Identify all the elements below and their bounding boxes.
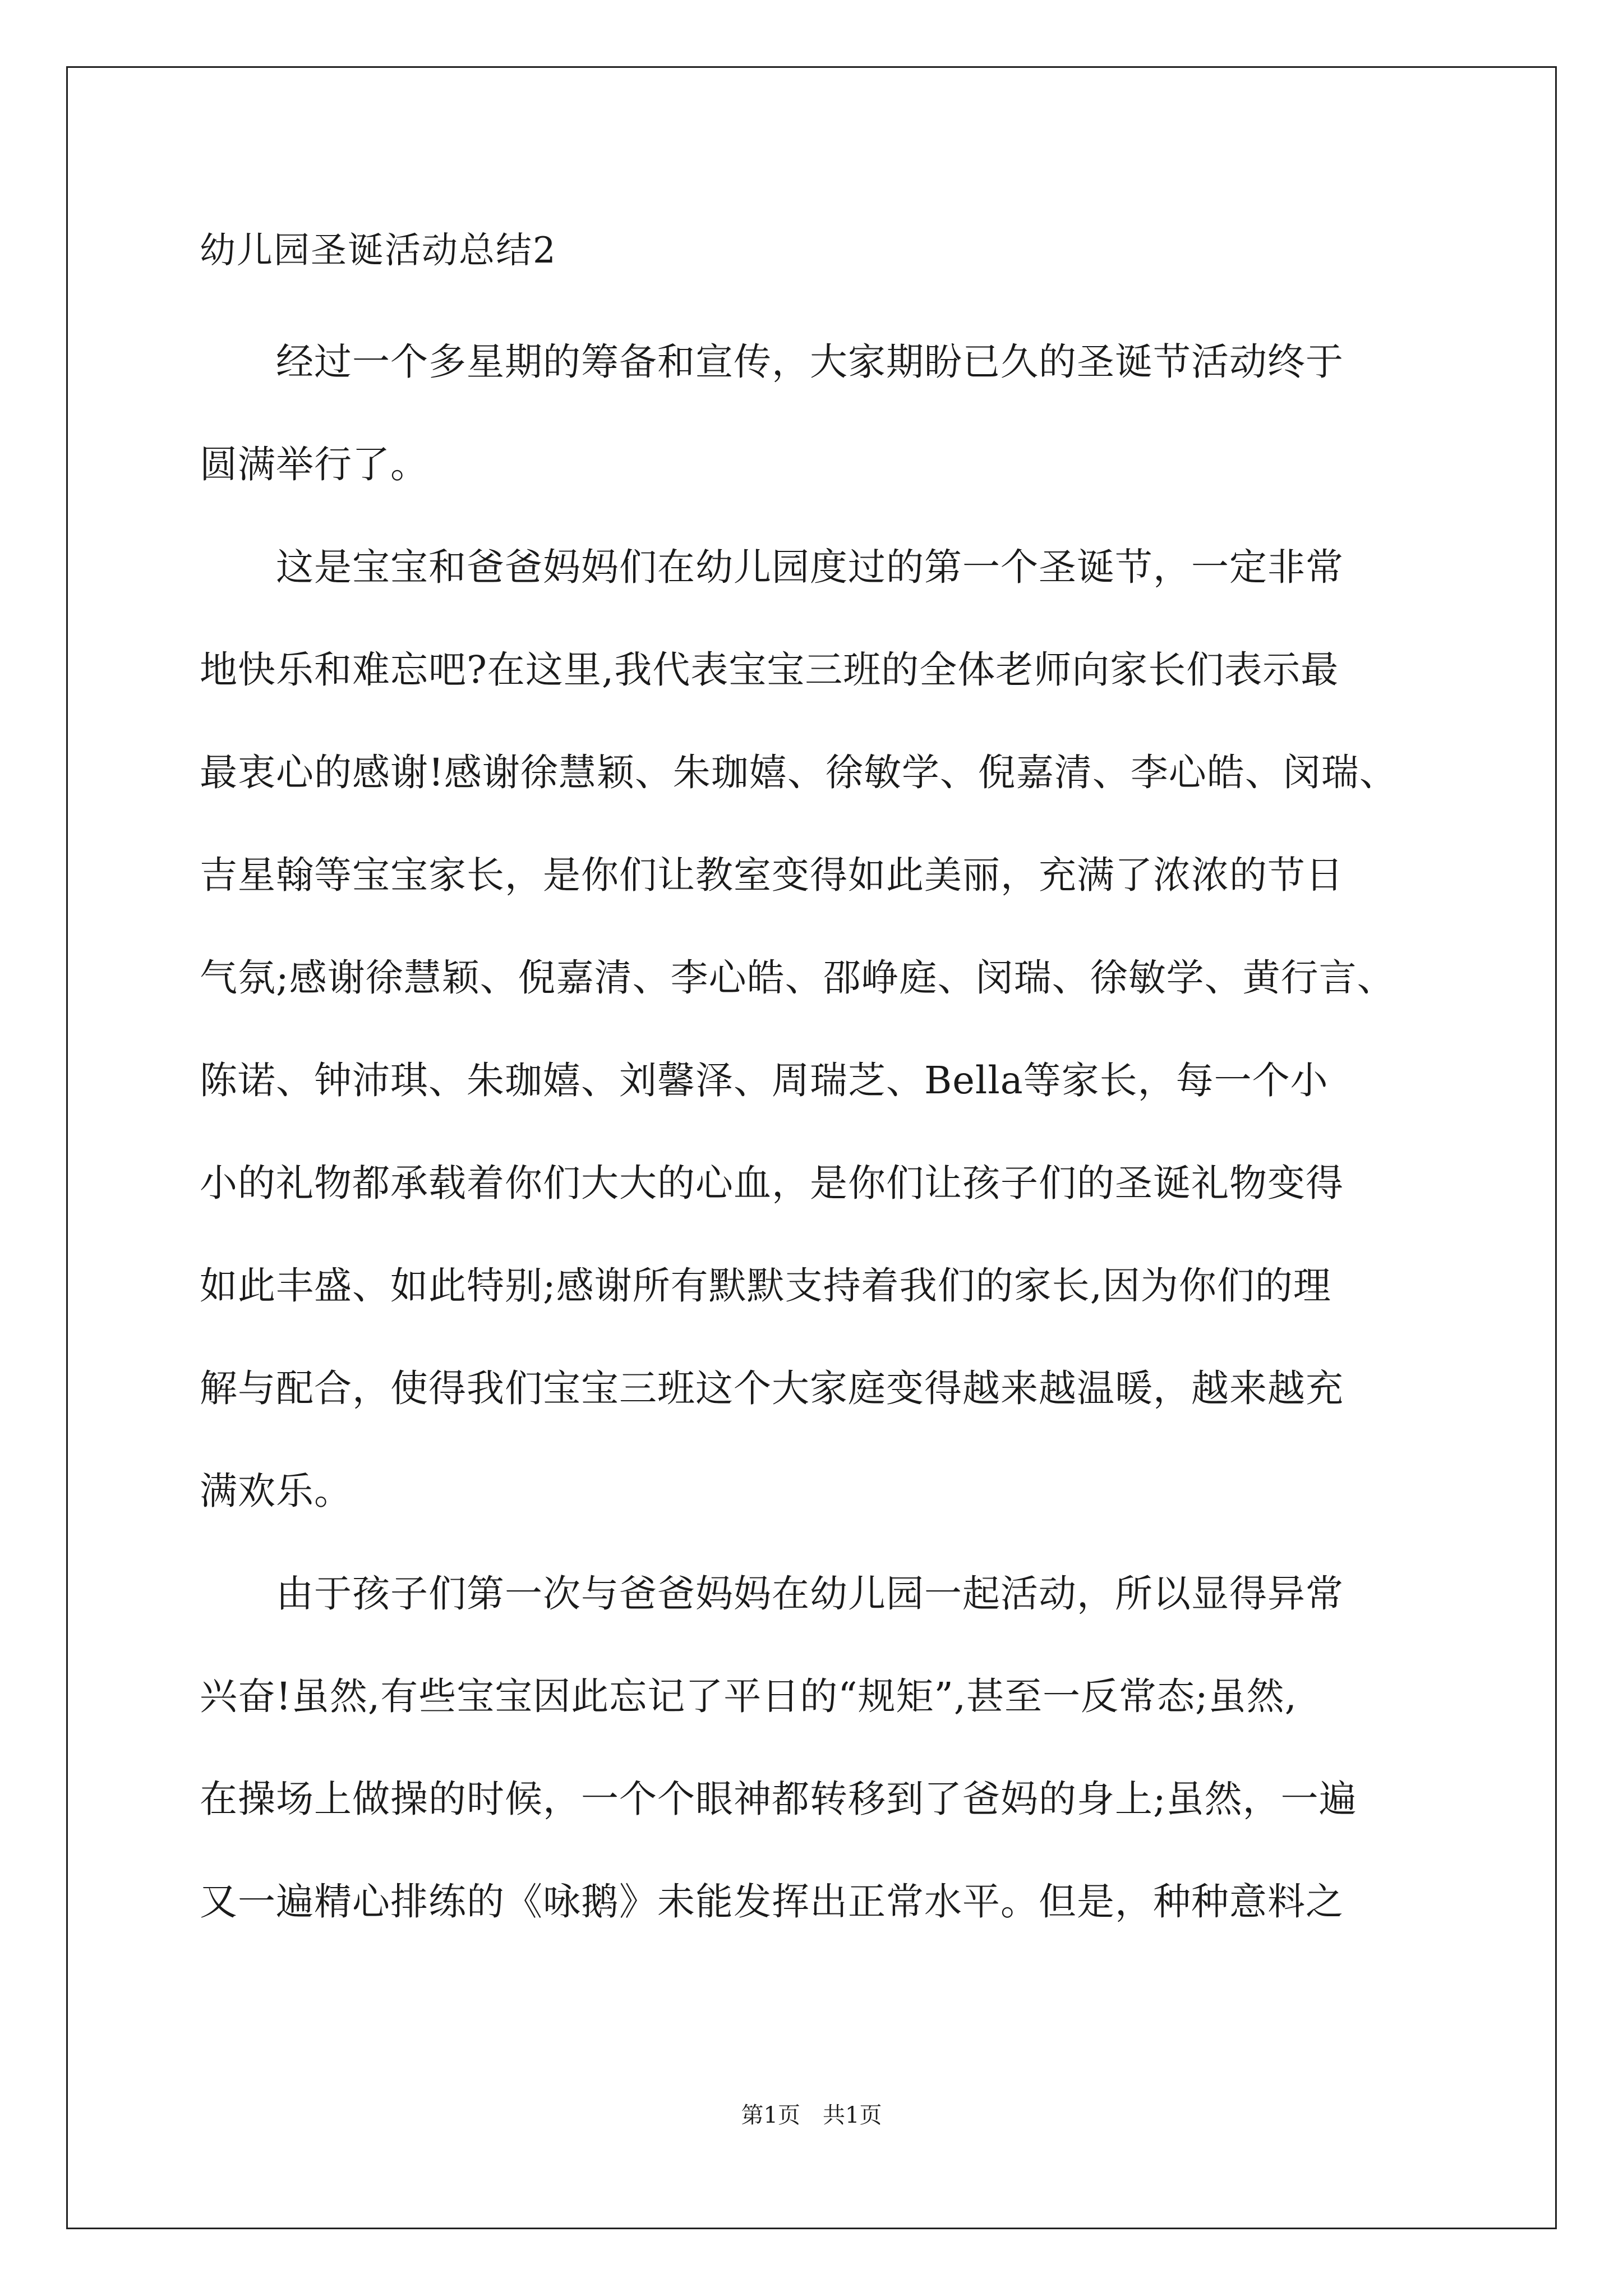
document-title: 幼儿园圣诞活动总结2: [200, 230, 557, 272]
paragraph-line: 最衷心的感谢!感谢徐慧颖、朱珈嬉、徐敏学、倪嘉清、李心皓、闵瑞、: [200, 751, 1398, 794]
paragraph-line: 地快乐和难忘吧?在这里,我代表宝宝三班的全体老师向家长们表示最: [200, 648, 1339, 692]
paragraph-line: 又一遍精心排练的《咏鹅》未能发挥出正常水平。但是，种种意料之: [200, 1880, 1344, 1924]
paragraph-line: 如此丰盛、如此特别;感谢所有默默支持着我们的家长,因为你们的理: [200, 1264, 1331, 1308]
paragraph-line: 经过一个多星期的筹备和宣传，大家期盼已久的圣诞节活动终于: [200, 340, 1344, 384]
paragraph-line: 这是宝宝和爸爸妈妈们在幼儿园度过的第一个圣诞节，一定非常: [200, 545, 1344, 589]
paragraph-line: 圆满举行了。: [200, 443, 428, 486]
paragraph-2: [200, 516, 1429, 1543]
paragraph-3: [200, 1543, 1429, 1953]
paragraph-line: 吉星翰等宝宝家长，是你们让教室变得如此美丽，充满了浓浓的节日: [200, 853, 1344, 897]
paragraph-line: 满欢乐。: [200, 1469, 352, 1513]
paragraph-line: 在操场上做操的时候，一个个眼神都转移到了爸妈的身上;虽然，一遍: [200, 1777, 1357, 1821]
page-footer: 第1页 共1页: [741, 2102, 882, 2128]
paragraph-line: 小的礼物都承载着你们大大的心血，是你们让孩子们的圣诞礼物变得: [200, 1161, 1344, 1205]
paragraph-1: [200, 311, 1429, 516]
document-body: [200, 224, 1429, 1953]
paragraph-line: 兴奋!虽然,有些宝宝因此忘记了平日的“规矩”,甚至一反常态;虽然,: [200, 1674, 1297, 1718]
paragraph-line: 解与配合，使得我们宝宝三班这个大家庭变得越来越温暖，越来越充: [200, 1366, 1344, 1410]
paragraph-line: 由于孩子们第一次与爸爸妈妈在幼儿园一起活动，所以显得异常: [200, 1572, 1344, 1616]
paragraph-line: 气氛;感谢徐慧颖、倪嘉清、李心皓、邵峥庭、闵瑞、徐敏学、黄行言、: [200, 956, 1395, 1000]
paragraph-line: 陈诺、钟沛琪、朱珈嬉、刘馨泽、周瑞芝、Bella等家长，每一个小: [200, 1059, 1329, 1102]
